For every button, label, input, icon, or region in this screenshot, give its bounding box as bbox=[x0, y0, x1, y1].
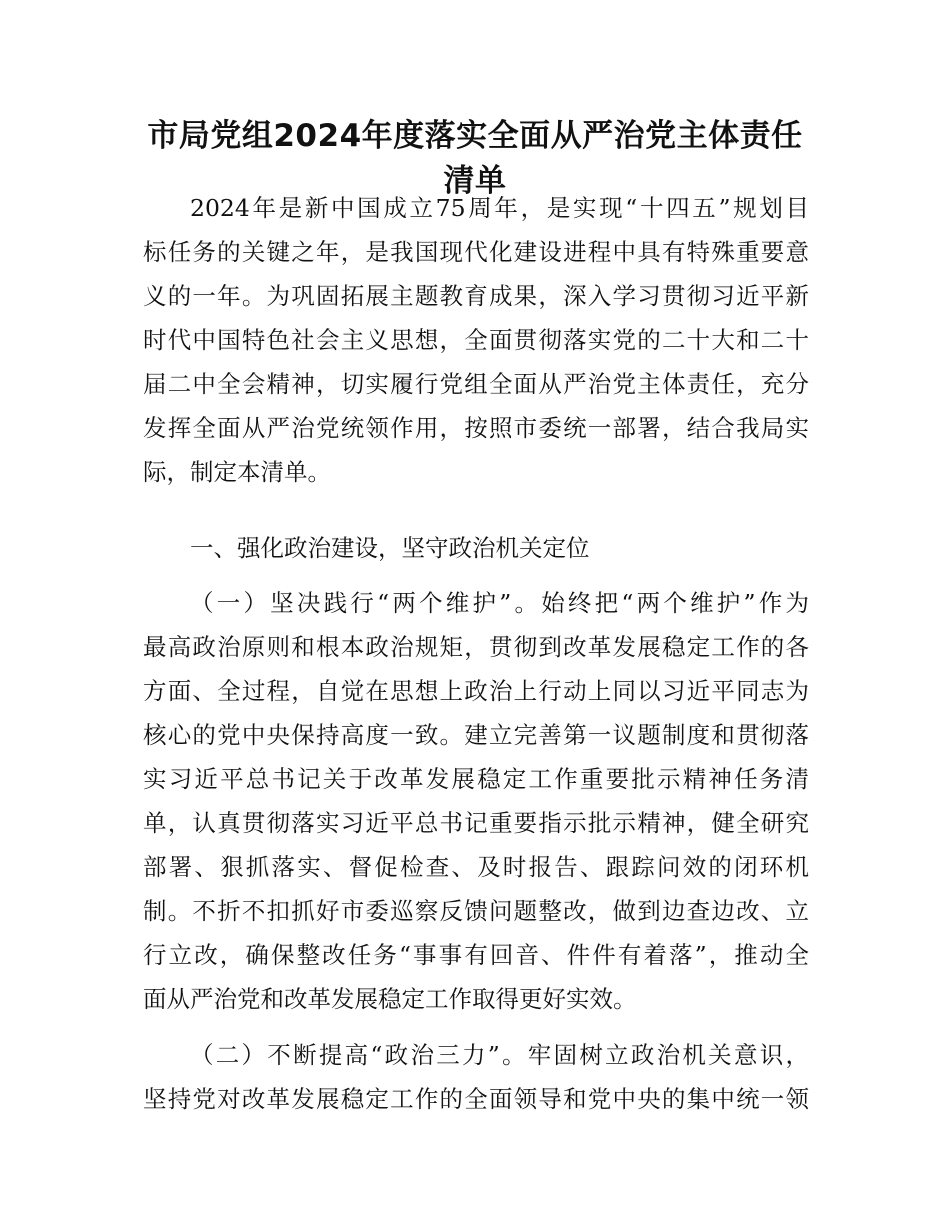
item-1-line: 最高政治原则和根本政治规矩，贯彻到改革发展稳定工作的各 bbox=[143, 633, 809, 661]
section-heading: 一、强化政治建设，坚守政治机关定位 bbox=[190, 534, 590, 562]
intro-line: 届二中全会精神，切实履行党组全面从严治党主体责任，充分 bbox=[143, 370, 809, 398]
item-1-line: （一）坚决践行“两个维护”。始终把“两个维护”作为 bbox=[190, 589, 809, 617]
item-2-line: 坚持党对改革发展稳定工作的全面领导和党中央的集中统一领 bbox=[143, 1085, 809, 1113]
intro-line: 发挥全面从严治党统领作用，按照市委统一部署，结合我局实 bbox=[143, 414, 809, 442]
item-1-line: 方面、全过程，自觉在思想上政治上行动上同以习近平同志为 bbox=[143, 677, 809, 705]
document-title-line-1: 市局党组2024年度落实全面从严治党主体责任 bbox=[147, 118, 803, 154]
item-1-line: 核心的党中央保持高度一致。建立完善第一议题制度和贯彻落 bbox=[143, 721, 809, 749]
item-1-line: 面从严治党和改革发展稳定工作取得更好实效。 bbox=[143, 985, 637, 1013]
item-1-line: 单，认真贯彻落实习近平总书记重要指示批示精神，健全研究 bbox=[143, 809, 809, 837]
document-title-line-2: 清单 bbox=[443, 163, 507, 199]
item-1-line: 部署、狠抓落实、督促检查、及时报告、跟踪问效的闭环机 bbox=[143, 853, 809, 881]
intro-line: 义的一年。为巩固拓展主题教育成果，深入学习贯彻习近平新 bbox=[143, 282, 809, 310]
intro-line: 时代中国特色社会主义思想，全面贯彻落实党的二十大和二十 bbox=[143, 326, 809, 354]
item-1-line: 实习近平总书记关于改革发展稳定工作重要批示精神任务清 bbox=[143, 765, 809, 793]
intro-line: 2024年是新中国成立75周年，是实现“十四五”规划目 bbox=[190, 194, 809, 222]
item-1-line: 行立改，确保整改任务“事事有回音、件件有着落”，推动全 bbox=[143, 941, 809, 969]
intro-line: 际，制定本清单。 bbox=[143, 458, 331, 486]
item-1-line: 制。不折不扣抓好市委巡察反馈问题整改，做到边查边改、立 bbox=[143, 897, 809, 925]
intro-line: 标任务的关键之年，是我国现代化建设进程中具有特殊重要意 bbox=[143, 238, 809, 266]
item-2-line: （二）不断提高“政治三力”。牢固树立政治机关意识， bbox=[190, 1041, 809, 1069]
